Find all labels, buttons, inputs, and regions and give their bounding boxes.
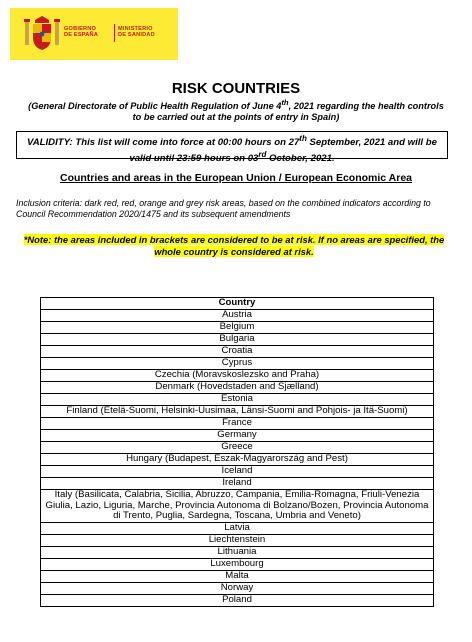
ministry-label: MINISTERIO DE SANIDAD [118,26,155,39]
table-row [41,430,434,442]
government-header [10,8,178,60]
country-cell: Croatia [41,346,434,358]
country-cell: Lithuania [41,546,434,558]
country-cell: Cyprus [41,358,434,370]
country-cell: Liechtenstein [41,534,434,546]
table-row [41,418,434,430]
validity-box: VALIDITY: This list will come into force at 00:00 hours on 27th September, 2021 and will be valid until 23:59 hours on 03rd October, 2021. [16,131,448,159]
table-row [41,442,434,454]
countries-table-body [41,310,434,607]
country-cell: Bulgaria [41,334,434,346]
inclusion-criteria: Inclusion criteria: dark red, red, orange and grey risk areas, based on the combined indicators according to Council Recommendation 2020/1475 and its subsequent amendments [16,198,431,219]
country-cell: Poland [41,594,434,606]
country-cell: Latvia [41,522,434,534]
table-row [41,594,434,606]
table-row [41,558,434,570]
country-cell: France [41,418,434,430]
table-row [41,346,434,358]
table-row [41,454,434,466]
country-cell: Ireland [41,478,434,490]
country-cell: Austria [41,310,434,322]
coat-of-arms-icon [22,14,62,54]
country-cell: Finland (Etelä-Suomi, Helsinki-Uusimaa, Länsi-Suomi and Pohjois- ja Itä-Suomi) [41,406,434,418]
header-divider [114,24,115,42]
table-row [41,546,434,558]
table-header-country: Country [41,298,434,310]
table-row [41,522,434,534]
table-row [41,322,434,334]
country-cell: Estonia [41,394,434,406]
table-row [41,334,434,346]
table-row [41,582,434,594]
section-heading: Countries and areas in the European Union / European Economic Area [59,172,412,184]
country-cell: Hungary (Budapest, Észak-Magyarország and Pest) [41,454,434,466]
country-cell: Luxembourg [41,558,434,570]
table-row [41,478,434,490]
table-row [41,370,434,382]
table-row [41,490,434,523]
country-cell: Germany [41,430,434,442]
table-row [41,382,434,394]
table-row [41,406,434,418]
table-row [41,394,434,406]
country-cell: Belgium [41,322,434,334]
table-row [41,570,434,582]
table-row [41,358,434,370]
government-label: GOBIERNO DE ESPAÑA [64,26,99,39]
country-cell: Italy (Basilicata, Calabria, Sicilia, Abruzzo, Campania, Emilia-Romagna, Friuli-Venezia Giulia, Lazio, Liguria, Marche, Provincia Autonoma di Bolzano/Bozen, Provincia Autonoma di Trento, Puglia, Sardegna, Toscana, Umbria and Veneto) [41,490,434,523]
document-subtitle: (General Directorate of Public Health Regulation of June 4th, 2021 regarding the health controls to be carried out at the points of entry in Spain) [28,98,444,123]
table-row [41,534,434,546]
country-cell: Norway [41,582,434,594]
table-row [41,466,434,478]
country-cell: Denmark (Hovedstaden and Sjælland) [41,382,434,394]
country-cell: Czechia (Moravskoslezsko and Praha) [41,370,434,382]
country-cell: Malta [41,570,434,582]
countries-table [40,297,434,607]
highlighted-note: *Note: the areas included in brackets are considered to be at risk. If no areas are specified, the whole country is considered at risk. [23,234,445,257]
document-title: RISK COUNTRIES [171,80,301,97]
country-cell: Greece [41,442,434,454]
country-cell: Iceland [41,466,434,478]
table-row [41,310,434,322]
